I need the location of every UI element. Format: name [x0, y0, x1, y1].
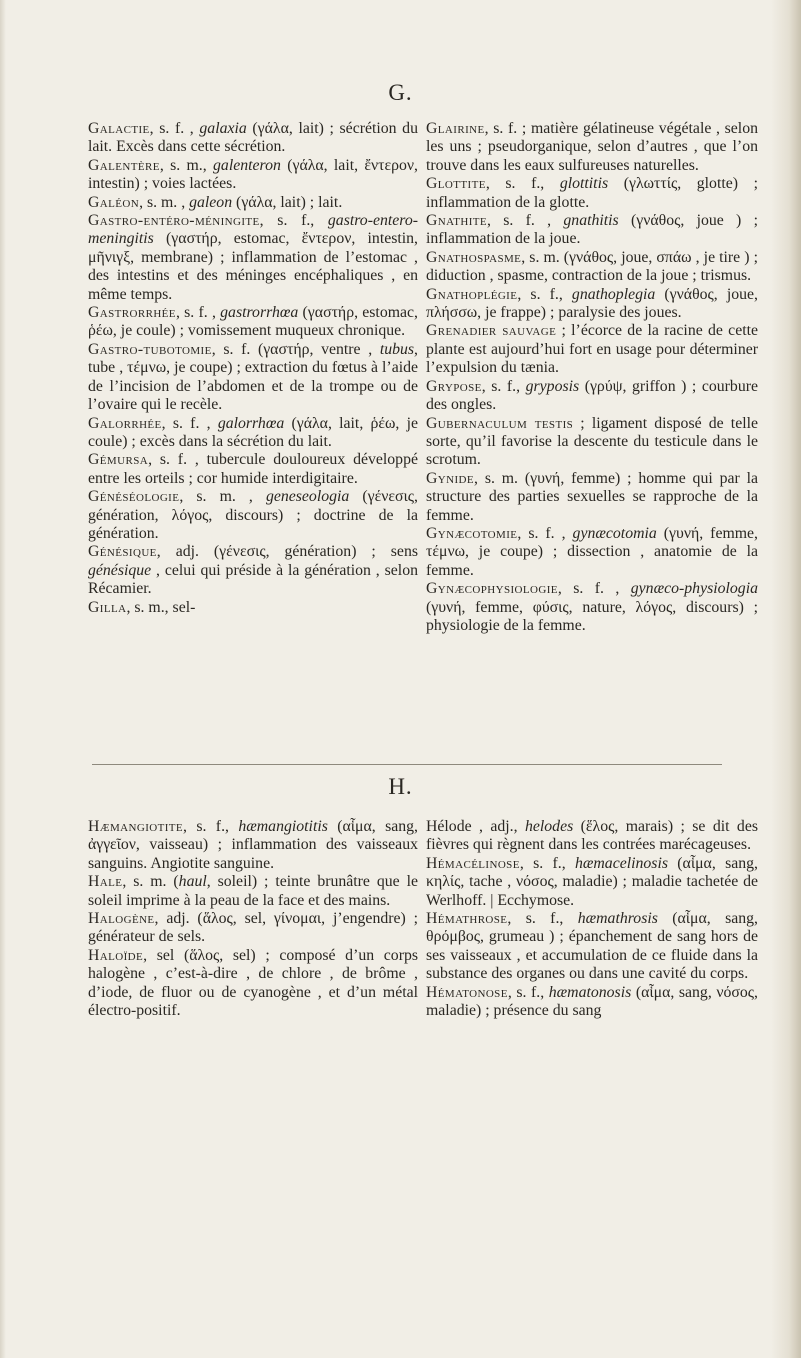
entry-headword: Galorrhée: [88, 414, 162, 432]
dictionary-entry: [426, 525, 758, 580]
entry-headword: Hémacélinose: [426, 854, 520, 872]
entry-headword: Hématonose: [426, 983, 508, 1001]
entry-definition: , s. f. , gastrorrhœa (γαστήρ, estomac, ῥέω, je coule) ; vomissement muqueux chronique.: [88, 304, 418, 340]
entry-headword: Glottite: [426, 175, 486, 193]
section-letter-g: G.: [388, 80, 413, 105]
dictionary-entry: [88, 543, 418, 598]
entry-definition: , s. m. (γυνή, femme) ; homme qui par la structure des parties sexuelles se rapproche de la femme.: [426, 469, 758, 524]
entry-definition: , s. f., hæmacelinosis (αἷμα, sang, κηλίς, tache , νόσος, maladie) ; maladie tachetée de Werlhoff. | Ecchymose.: [426, 854, 758, 909]
column-g-right: [426, 120, 758, 635]
entry-definition: , s. f., hæmangiotitis (αἷμα, sang, ἀγγεῖον, vaisseau) ; inflammation des vaisseaux sanguins. Angiotite sanguine.: [88, 818, 418, 872]
dictionary-entry: [426, 580, 758, 635]
dictionary-entry: [426, 322, 758, 377]
entry-definition: , s. f. , galorrhœa (γάλα, lait, ῥέω, je coule) ; excès dans la sécrétion du lait.: [88, 414, 418, 450]
entry-headword: Gubernaculum testis: [426, 414, 574, 432]
entry-headword: Glairine: [426, 120, 485, 137]
entry-headword: Hémathrose: [426, 910, 508, 928]
dictionary-entry: [426, 212, 758, 249]
entry-definition: , s. f. ; matière gélatineuse végétale , selon les uns ; pseudorganique, selon d’autres , que l’on trouve dans les eaux sulfureuses naturelles.: [426, 120, 758, 174]
dictionary-entry: [426, 415, 758, 470]
page-edge-right: [771, 0, 801, 1358]
entry-headword: Généséologie: [88, 488, 180, 506]
dictionary-entry: [88, 120, 418, 157]
dictionary-entry: [88, 341, 418, 415]
dictionary-entry: [426, 984, 758, 1021]
entry-definition: , s. f., gnathoplegia (γνάθος, joue, πλήσσω, je frappe) ; paralysie des joues.: [426, 285, 758, 322]
section-divider: [92, 764, 722, 765]
entry-definition: , s. m. (haul, soleil) ; teinte brunâtre que le soleil imprime à la peau de la face et des mains.: [88, 873, 418, 909]
dictionary-entry: [426, 378, 758, 415]
entry-definition: , s. f. (γαστήρ, ventre , tubus, tube , τέμνω, je coupe) ; extraction du fœtus à l’aide de l’incision de l’abdomen et de la trompe ou de l’ovaire qui le recèle.: [88, 340, 418, 414]
dictionary-entry: [426, 910, 758, 984]
entry-definition: , adj. (ἅλος, sel, γίνομαι, j’engendre) ; générateur de sels.: [88, 910, 418, 946]
entry-headword: Gastro-entéro-méningite: [88, 212, 260, 230]
entry-definition: , sel (ἅλος, sel) ; composé d’un corps halogène , c’est-à-dire , de chlore , de brôme , d’iode, de fluor ou de cyanogène , et d’un métal électro-positif.: [88, 946, 418, 1020]
entry-definition: , s. f. , gynæcotomia (γυνή, femme, τέμνω, je coupe) ; dissection , anatomie de la femme.: [426, 524, 758, 579]
entry-definition: , s. f. , tubercule douloureux développé entre les orteils ; cor humide interdigitaire.: [88, 451, 418, 487]
dictionary-entry: [426, 855, 758, 910]
dictionary-entry: [88, 910, 418, 947]
dictionary-entry: [88, 304, 418, 341]
entry-definition: , s. m. , geneseologia (γένεσις, génération, λόγος, discours) ; doctrine de la génération.: [88, 488, 418, 542]
entry-definition: , s. f., hæmathrosis (αἷμα, sang, θρόμβος, grumeau ) ; épanchement de sang hors de ses vaisseaux , et accumulation de ce fluide dans la substance des organes ou dans une cavité du corps.: [426, 910, 758, 983]
dictionary-entry: [88, 488, 418, 543]
entry-headword: Gnathoplégie: [426, 285, 518, 303]
entry-headword: Gnathite: [426, 212, 488, 230]
column-g-left: [88, 120, 418, 617]
page-edge-left: [0, 0, 6, 1358]
entry-headword: Gynæcophysiologie: [426, 580, 558, 598]
entry-definition: ; ligament disposé de telle sorte, qu’il favorise la descente du testicule dans le scrotum.: [426, 414, 758, 469]
entry-headword: Galentère: [88, 156, 160, 174]
dictionary-entry: [88, 818, 418, 873]
entry-definition: ; l’écorce de la racine de cette plante est aujourd’hui fort en usage pour déterminer l’expulsion du tænia.: [426, 322, 758, 377]
entry-headword: Gnathospasme: [426, 248, 522, 266]
entry-headword: Gastro-tubotomie: [88, 340, 212, 358]
entry-definition: , s. m., galenteron (γάλα, lait, ἔντερον, intestin) ; voies lactées.: [88, 156, 418, 193]
entry-definition: , s. f., hæmatonosis (αἷμα, sang, νόσος, maladie) ; présence du sang: [426, 983, 758, 1020]
dictionary-entry: [88, 599, 418, 617]
entry-definition: , s. f. , gynæco-physiologia (γυνή, femme, φύσις, nature, λόγος, discours) ; physiologie de la femme.: [426, 580, 758, 634]
dictionary-entry: [426, 818, 758, 855]
entry-headword: Hæmangiotite: [88, 818, 184, 835]
entry-definition: Hélode , adj., helodes (ἕλος, marais) ; se dit des fièvres qui règnent dans les contrées marécageuses.: [426, 818, 758, 854]
dictionary-entry: [426, 249, 758, 286]
dictionary-entry: [88, 212, 418, 304]
entry-headword: Génésique: [88, 543, 157, 561]
dictionary-entry: [426, 120, 758, 175]
entry-headword: Galéon: [88, 193, 140, 211]
entry-definition: , s. f. , galaxia (γάλα, lait) ; sécrétion du lait. Excès dans cette sécrétion.: [88, 120, 418, 156]
entry-headword: Grenadier sauvage: [426, 322, 557, 340]
column-h-right: [426, 818, 758, 1020]
dictionary-entry: [426, 175, 758, 212]
entry-headword: Gastrorrhée: [88, 304, 176, 322]
section-letter-h: H.: [388, 774, 413, 799]
entry-headword: Gynæcotomie: [426, 524, 518, 542]
entry-definition: , s. m. (γνάθος, joue, σπάω , je tire ) ; diduction , spasme, contraction de la joue ; trismus.: [426, 248, 758, 285]
dictionary-entry: [88, 194, 418, 212]
dictionary-entry: [88, 451, 418, 488]
entry-headword: Gilla: [88, 598, 127, 616]
entry-headword: Grypose: [426, 377, 482, 395]
column-h-left: [88, 818, 418, 1020]
dictionary-entry: [88, 415, 418, 452]
dictionary-entry: [88, 873, 418, 910]
entry-definition: , s. m., sel-: [126, 598, 196, 616]
dictionary-entry: [426, 470, 758, 525]
dictionary-entry: [88, 947, 418, 1021]
entry-headword: Hale: [88, 873, 123, 891]
entry-definition: , adj. (γένεσις, génération) ; sens génésique , celui qui préside à la génération , selon Récamier.: [88, 543, 418, 598]
entry-headword: Galactie: [88, 120, 150, 137]
dictionary-entry: [88, 157, 418, 194]
entry-headword: Gynide: [426, 469, 475, 487]
entry-headword: Halogène: [88, 910, 155, 928]
entry-definition: , s. f. , gnathitis (γνάθος, joue ) ; inflammation de la joue.: [426, 212, 758, 248]
entry-definition: , s. f., gryposis (γρύψ, griffon ) ; courbure des ongles.: [426, 377, 758, 414]
entry-definition: , s. f., glottitis (γλωττίς, glotte) ; inflammation de la glotte.: [426, 175, 758, 211]
entry-definition: , s. f., gastro-entero-meningitis (γαστήρ, estomac, ἔντερον, intestin, μῆνιγξ, membrane) ; inflammation de l’estomac , des intestins et des méninges encéphaliques , en même temps.: [88, 212, 418, 303]
entry-headword: Haloïde: [88, 946, 144, 964]
entry-definition: , s. m. , galeon (γάλα, lait) ; lait.: [139, 193, 343, 211]
entry-headword: Gémursa: [88, 451, 149, 469]
dictionary-entry: [426, 286, 758, 323]
